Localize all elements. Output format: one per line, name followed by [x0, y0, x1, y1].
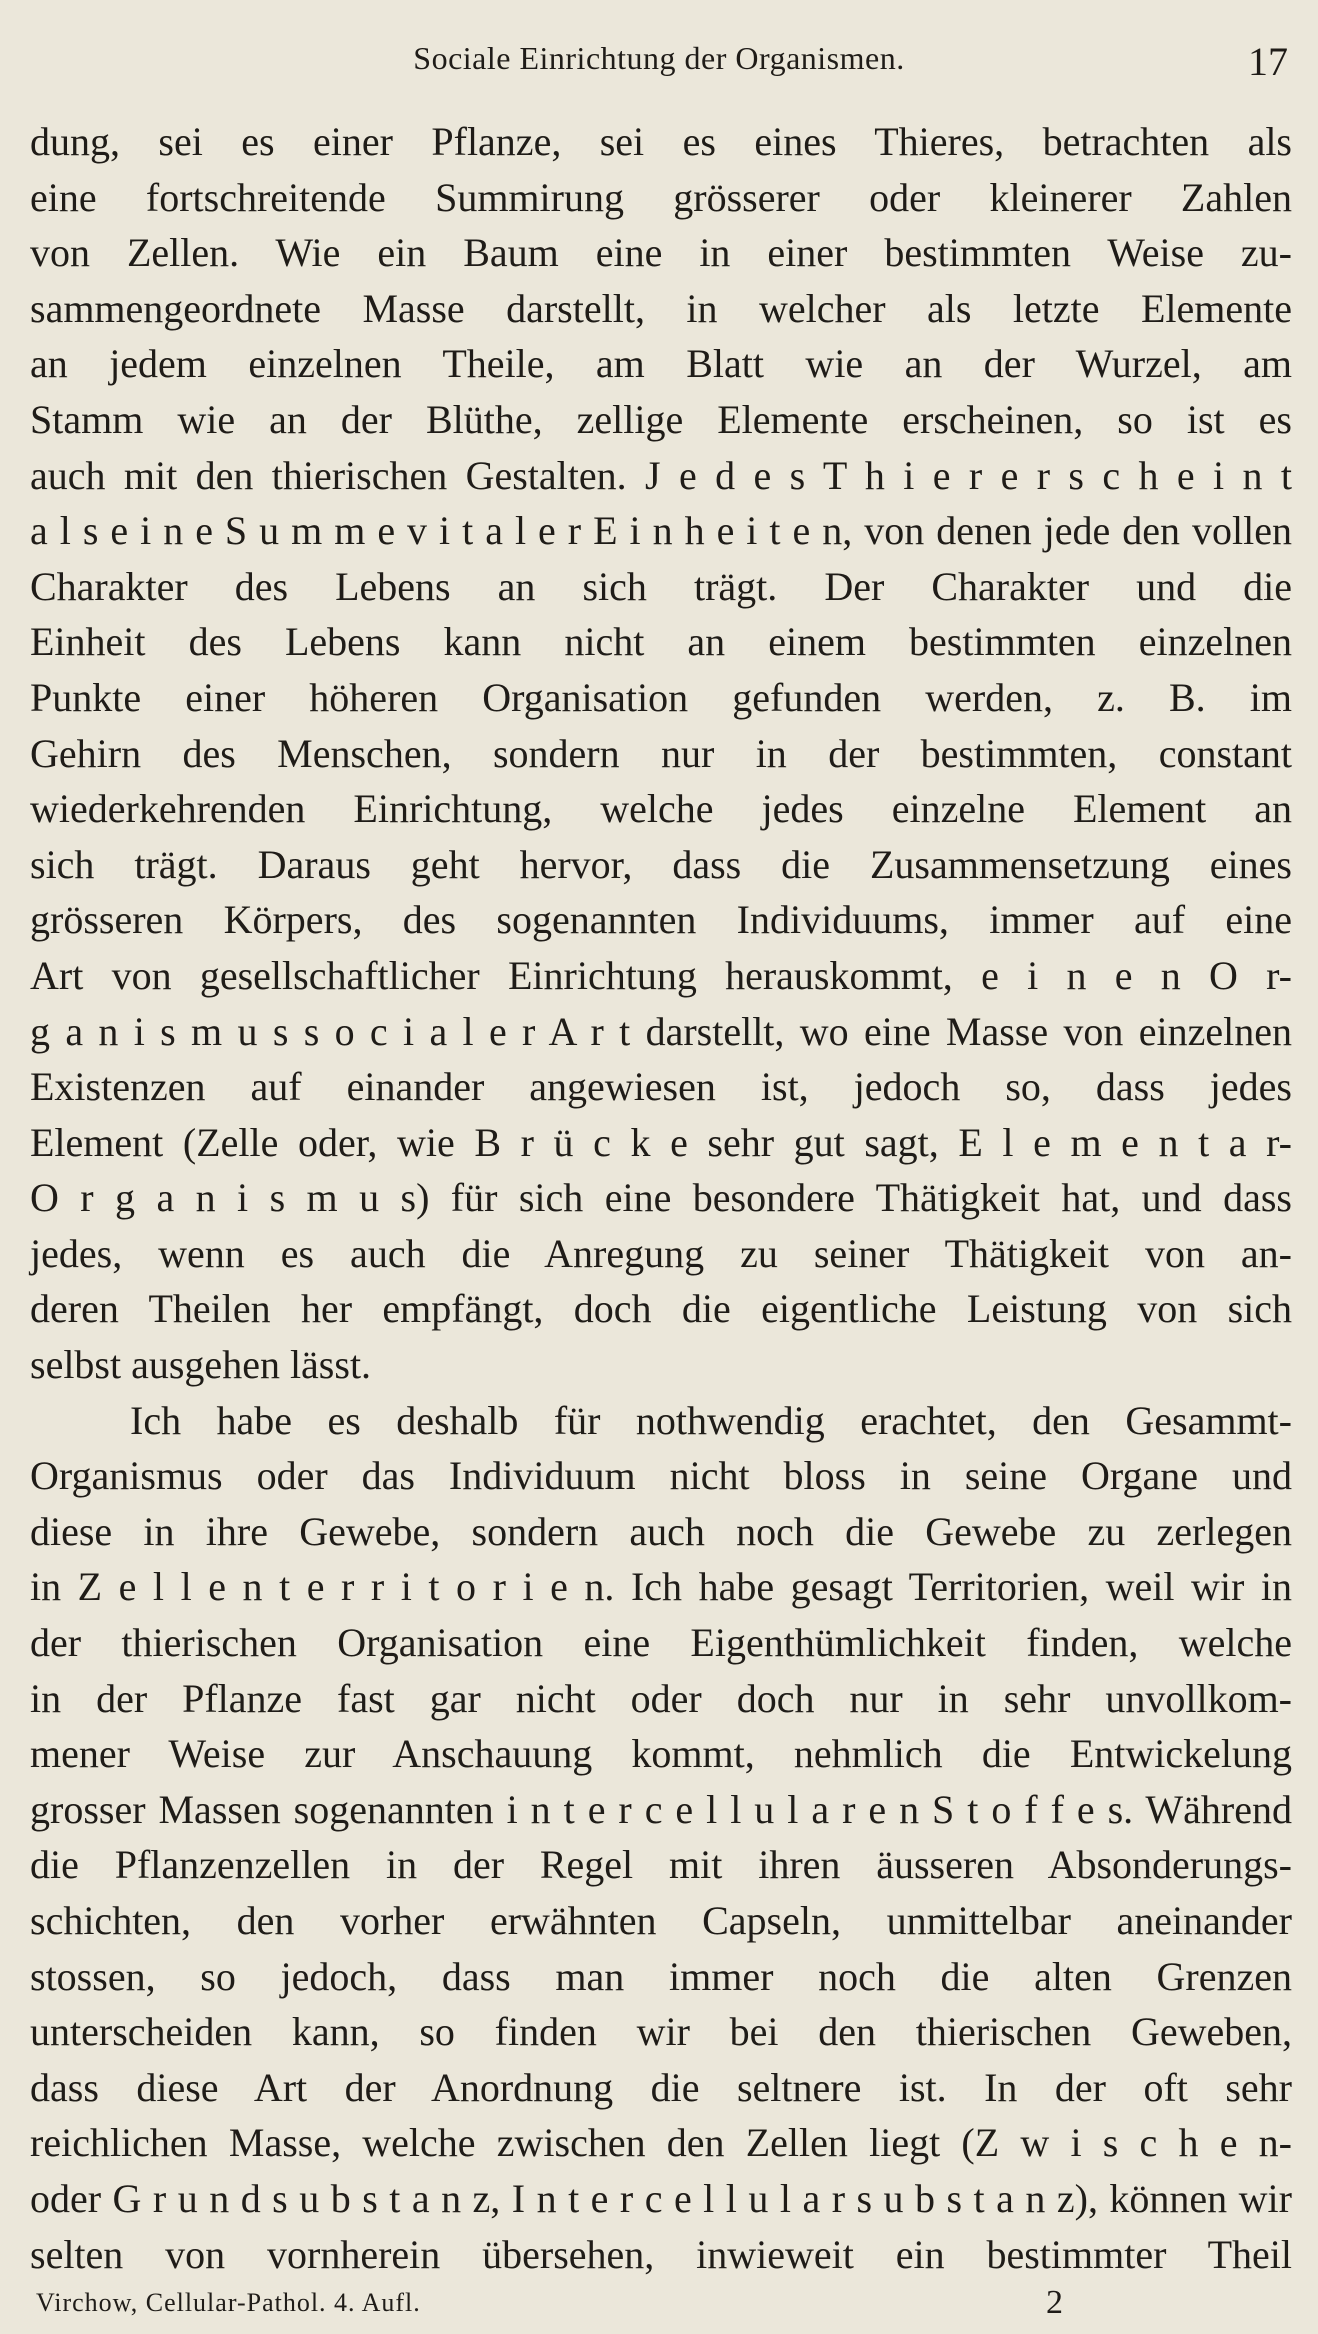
text-line: deren Theilen her empfängt, doch die eigentliche Leistung von sich: [30, 1286, 1292, 1332]
text-line: von Zellen. Wie ein Baum eine in einer bestimmten Weise zu-: [30, 230, 1292, 276]
text-line: Art von gesellschaftlicher Einrichtung herauskommt, e i n e n O r-: [30, 952, 1292, 998]
text-line: Element (Zelle oder, wie B r ü c k e sehr gut sagt, E l e m e n t a r-: [30, 1119, 1292, 1165]
text-line: selten von vornherein übersehen, inwieweit ein bestimmter Theil: [30, 2231, 1292, 2277]
signature-mark: 2: [1046, 2284, 1063, 2321]
text-line: O r g a n i s m u s) für sich eine besondere Thätigkeit hat, und dass: [30, 1175, 1292, 1221]
text-line: Stamm wie an der Blüthe, zellige Elemente erscheinen, so ist es: [30, 396, 1292, 442]
text-line: Existenzen auf einander angewiesen ist, jedoch so, dass jedes: [30, 1064, 1292, 1110]
text-line: diese in ihre Gewebe, sondern auch noch die Gewebe zu zerlegen: [30, 1508, 1292, 1554]
page-number: 17: [1248, 39, 1288, 84]
text-line: grosser Massen sogenannten i n t e r c e l l u l a r e n S t o f f e s. Während: [30, 1786, 1292, 1832]
text-line: eine fortschreitende Summirung grösserer oder kleinerer Zahlen: [30, 174, 1292, 220]
text-line: in Z e l l e n t e r r i t o r i e n. Ich habe gesagt Territorien, weil wir in: [30, 1564, 1292, 1610]
text-line: g a n i s m u s s o c i a l e r A r t darstellt, wo eine Masse von einzelnen: [30, 1008, 1292, 1054]
text-line: a l s e i n e S u m m e v i t a l e r E i n h e i t e n, von denen jede den vollen: [30, 508, 1292, 554]
page-footer: [30, 2284, 1288, 2324]
text-line: jedes, wenn es auch die Anregung zu seiner Thätigkeit von an-: [30, 1230, 1292, 1276]
text-line: Punkte einer höheren Organisation gefunden werden, z. B. im: [30, 674, 1292, 720]
text-line: stossen, so jedoch, dass man immer noch die alten Grenzen: [30, 1953, 1292, 1999]
text-line: an jedem einzelnen Theile, am Blatt wie an der Wurzel, am: [30, 341, 1292, 387]
paragraph-end-line: selbst ausgehen lässt.: [30, 1342, 372, 1388]
text-line: unterscheiden kann, so finden wir bei den thierischen Geweben,: [30, 2009, 1292, 2055]
text-line: Gehirn des Menschen, sondern nur in der bestimmten, constant: [30, 730, 1292, 776]
text-line: sich trägt. Daraus geht hervor, dass die Zusammensetzung eines: [30, 841, 1292, 887]
paragraph-start-line: Ich habe es deshalb für nothwendig erachtet, den Gesammt-: [130, 1397, 1292, 1443]
footer-citation: Virchow, Cellular-Pathol. 4. Aufl.: [36, 2288, 421, 2317]
text-line: reichlichen Masse, welche zwischen den Zellen liegt (Z w i s c h e n-: [30, 2120, 1292, 2166]
text-line: sammengeordnete Masse darstellt, in welcher als letzte Elemente: [30, 285, 1292, 331]
text-line: der thierischen Organisation eine Eigenthümlichkeit finden, welche: [30, 1620, 1292, 1666]
text-line: Organismus oder das Individuum nicht bloss in seine Organe und: [30, 1453, 1292, 1499]
text-line: dung, sei es einer Pflanze, sei es eines Thieres, betrachten als: [30, 119, 1292, 164]
text-line: auch mit den thierischen Gestalten. J e d e s T h i e r e r s c h e i n t: [30, 452, 1292, 498]
text-line: in der Pflanze fast gar nicht oder doch nur in sehr unvollkom-: [30, 1675, 1292, 1721]
text-line: Einheit des Lebens kann nicht an einem bestimmten einzelnen: [30, 619, 1292, 665]
running-title: Sociale Einrichtung der Organismen.: [413, 40, 905, 76]
running-head: [30, 40, 1288, 90]
body-text: [30, 114, 1292, 2282]
text-line: schichten, den vorher erwähnten Capseln, unmittelbar aneinander: [30, 1898, 1292, 1943]
text-line: Charakter des Lebens an sich trägt. Der Charakter und die: [30, 563, 1292, 609]
text-line: grösseren Körpers, des sogenannten Individuums, immer auf eine: [30, 897, 1292, 943]
text-line: oder G r u n d s u b s t a n z, I n t e r c e l l u l a r s u b s t a n z), können wir: [30, 2175, 1292, 2221]
text-line: dass diese Art der Anordnung die seltnere ist. In der oft sehr: [30, 2064, 1292, 2110]
text-line: die Pflanzenzellen in der Regel mit ihren äusseren Absonderungs-: [30, 1842, 1292, 1888]
text-line: mener Weise zur Anschauung kommt, nehmlich die Entwickelung: [30, 1731, 1292, 1777]
text-line: wiederkehrenden Einrichtung, welche jedes einzelne Element an: [30, 786, 1292, 832]
